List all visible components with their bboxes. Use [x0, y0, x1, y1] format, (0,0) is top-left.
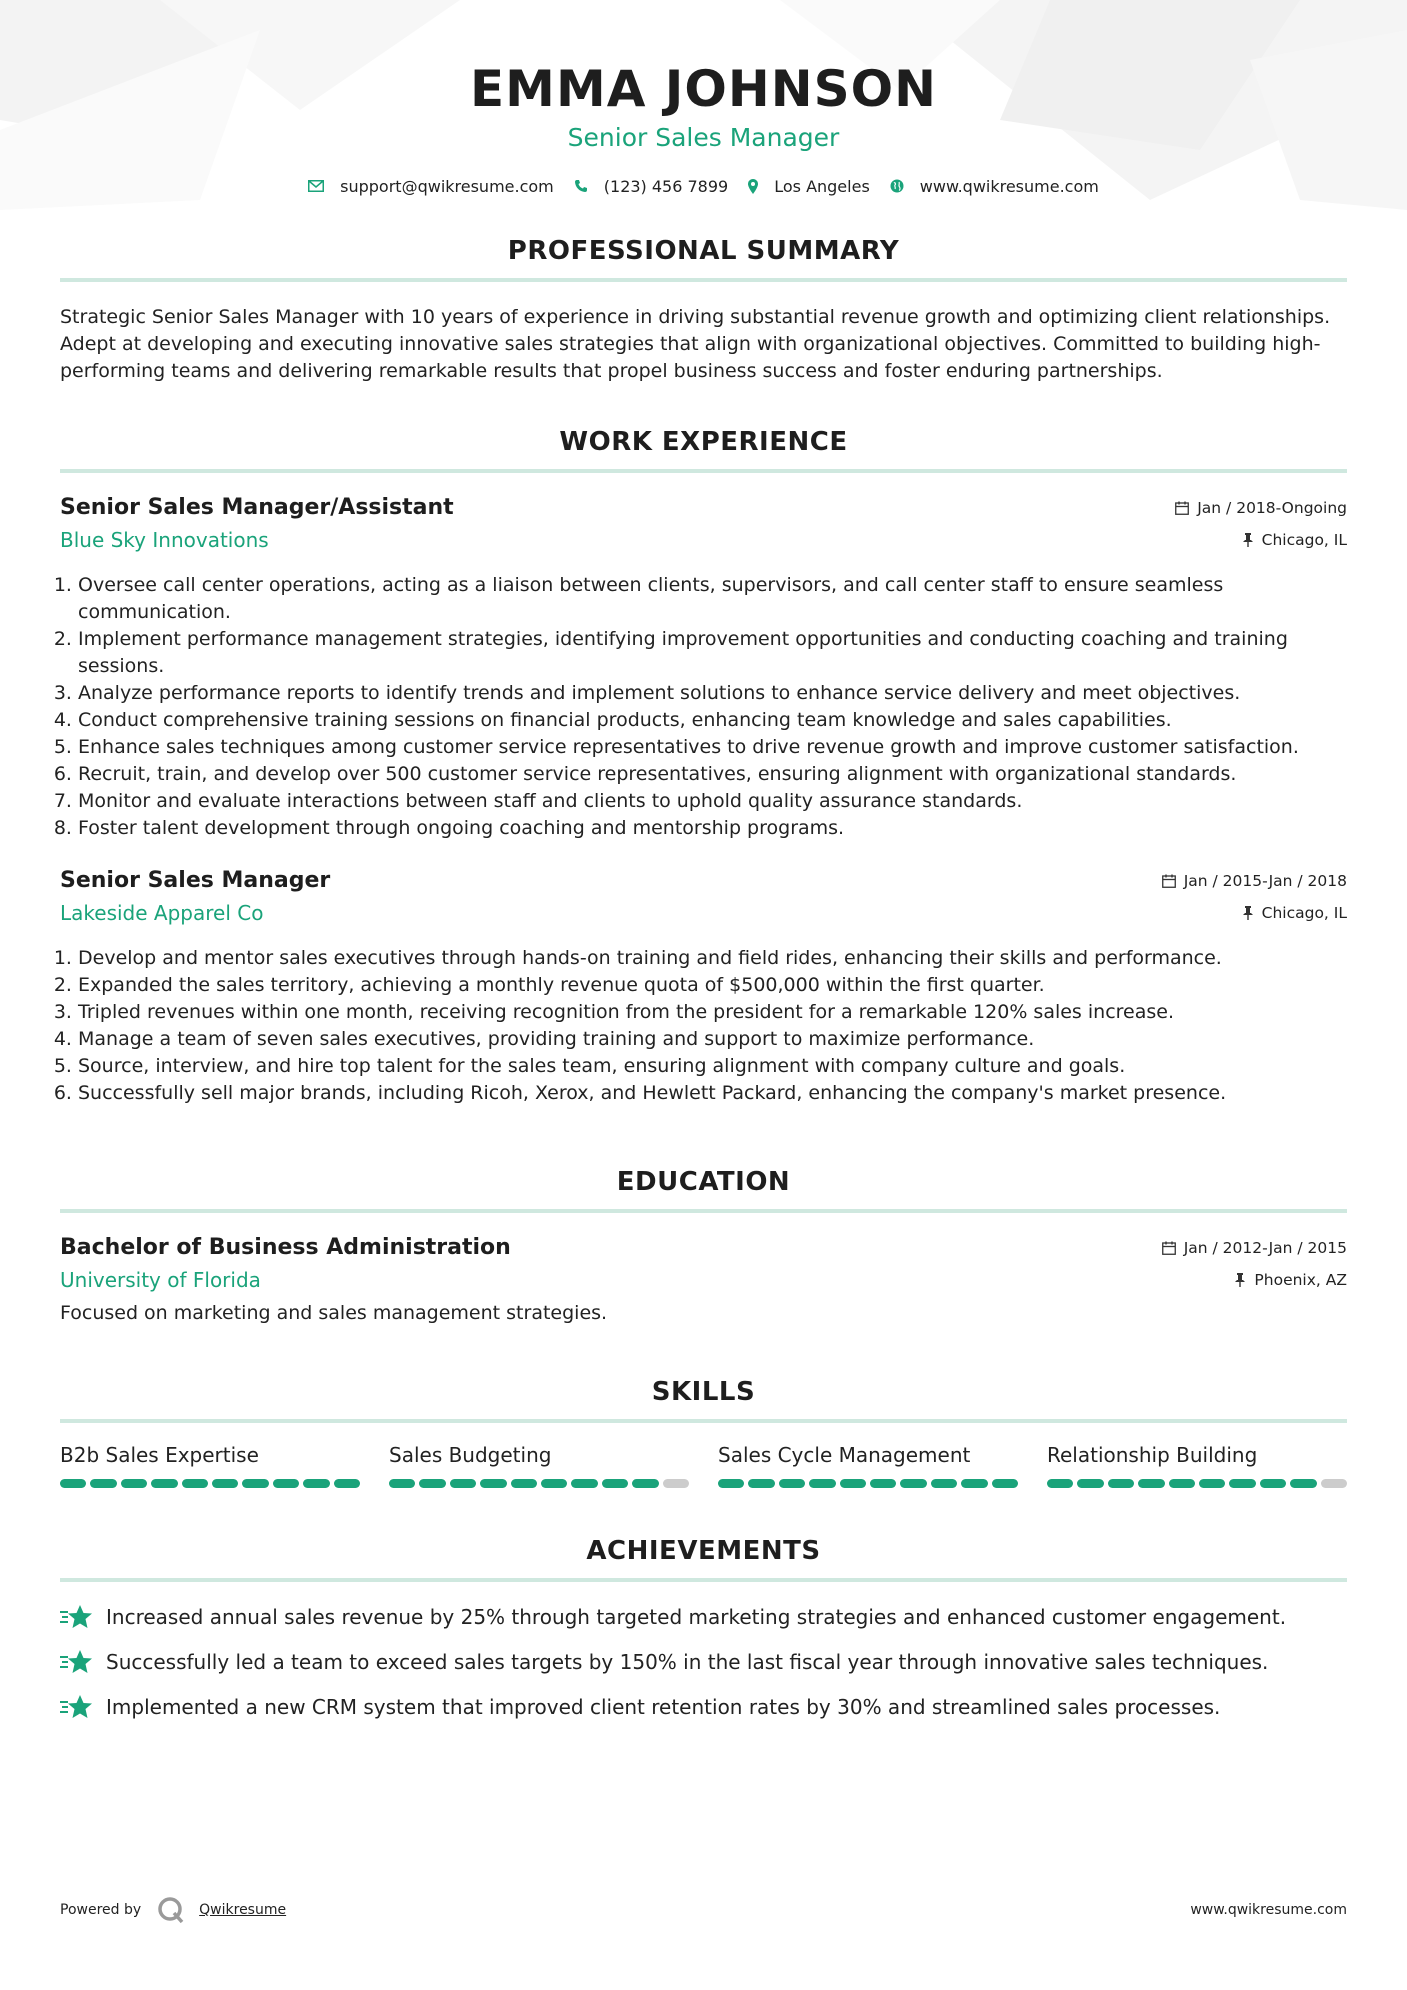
education-description: Focused on marketing and sales management strategies.: [60, 1302, 608, 1324]
list-item: 2. Expanded the sales territory, achieving a monthly revenue quota of $500,000 within the first quarter.: [78, 972, 1347, 999]
phone-icon: [574, 179, 588, 193]
email-text: support@qwikresume.com: [340, 176, 554, 196]
achievements-heading: ACHIEVEMENTS: [586, 1536, 821, 1566]
achievement-item: [60, 1594, 1347, 1639]
contact-location: [748, 177, 870, 196]
rating-dot-filled: [961, 1479, 987, 1488]
education-dates: Jan / 2012-Jan / 2015: [1183, 1239, 1347, 1257]
section-divider: [60, 469, 1347, 473]
company-name: Blue Sky Innovations: [60, 528, 269, 552]
list-item: 6. Recruit, train, and develop over 500 customer service representatives, ensuring alignment with organizational standards.: [78, 761, 1347, 788]
job-location: Chicago, IL: [1261, 904, 1347, 922]
summary-section: [60, 236, 1347, 385]
skills-heading: SKILLS: [651, 1377, 756, 1407]
rating-dot-filled: [1047, 1479, 1073, 1488]
achievements-section: [60, 1536, 1347, 1729]
skill-rating: [389, 1479, 689, 1488]
rating-dot-filled: [632, 1479, 658, 1488]
section-divider: [60, 1419, 1347, 1423]
summary-text: Strategic Senior Sales Manager with 10 years of experience in driving substantial revenue growth and optimizing client relationships. Adept at developing and executing innovative sales strategies that align with organizational objectives. Committed to building high-performing teams and delivering remarkable results that propel business success and foster enduring partnerships.: [60, 306, 1331, 382]
list-item: 1. Oversee call center operations, acting as a liaison between clients, supervisors, and call center staff to ensure seamless communication.: [78, 572, 1347, 626]
rating-dot-filled: [419, 1479, 445, 1488]
skill-rating: [1047, 1479, 1347, 1488]
star-badge-icon: [60, 1649, 92, 1675]
phone-text: (123) 456 7899: [603, 176, 729, 196]
achievement-text: Successfully led a team to exceed sales targets by 150% in the last fiscal year through innovative sales techniques.: [106, 1649, 1269, 1674]
job-entry: [60, 495, 1347, 842]
rating-dot-empty: [663, 1479, 689, 1488]
rating-dot-filled: [1077, 1479, 1103, 1488]
footer: [60, 1896, 1347, 1924]
achievement-text: Increased annual sales revenue by 25% through targeted marketing strategies and enhanced customer engagement.: [106, 1604, 1287, 1629]
rating-dot-filled: [541, 1479, 567, 1488]
list-item: 3. Analyze performance reports to identify trends and implement solutions to enhance service delivery and meet objectives.: [78, 680, 1347, 707]
list-item: 4. Conduct comprehensive training sessions on financial products, enhancing team knowledge and sales capabilities.: [78, 707, 1347, 734]
achievement-item: [60, 1684, 1347, 1729]
rating-dot-filled: [1199, 1479, 1225, 1488]
rating-dot-filled: [389, 1479, 415, 1488]
rating-dot-filled: [60, 1479, 86, 1488]
rating-dot-filled: [571, 1479, 597, 1488]
rating-dot-filled: [931, 1479, 957, 1488]
rating-dot-filled: [870, 1479, 896, 1488]
summary-heading: PROFESSIONAL SUMMARY: [507, 236, 900, 266]
pin-icon: [1234, 1273, 1246, 1287]
rating-dot-filled: [900, 1479, 926, 1488]
rating-dot-filled: [992, 1479, 1018, 1488]
website-text: www.qwikresume.com: [919, 176, 1099, 196]
job-dates: Jan / 2018-Ongoing: [1197, 499, 1347, 517]
list-item: 5. Enhance sales techniques among customer service representatives to drive revenue growth and improve customer satisfaction.: [78, 734, 1347, 761]
skill-item: [389, 1443, 689, 1488]
list-item: 6. Successfully sell major brands, including Ricoh, Xerox, and Hewlett Packard, enhancing the company's market presence.: [78, 1080, 1347, 1107]
company-name: Lakeside Apparel Co: [60, 901, 264, 925]
skill-rating: [60, 1479, 360, 1488]
rating-dot-filled: [480, 1479, 506, 1488]
education-location: Phoenix, AZ: [1254, 1271, 1347, 1289]
list-item: 5. Source, interview, and hire top talent for the sales team, ensuring alignment with company culture and goals.: [78, 1053, 1347, 1080]
contact-website[interactable]: [890, 177, 1099, 196]
education-heading: EDUCATION: [616, 1167, 791, 1197]
calendar-icon: [1175, 501, 1189, 515]
star-badge-icon: [60, 1694, 92, 1720]
calendar-icon: [1162, 1241, 1176, 1255]
experience-section: [60, 427, 1347, 1107]
skill-name: Sales Budgeting: [389, 1443, 552, 1467]
job-location: Chicago, IL: [1261, 531, 1347, 549]
rating-dot-filled: [840, 1479, 866, 1488]
job-title: Senior Sales Manager/Assistant: [60, 495, 454, 520]
rating-dot-filled: [1138, 1479, 1164, 1488]
candidate-name: EMMA JOHNSON: [470, 60, 937, 118]
globe-icon: [890, 179, 904, 193]
list-item: 4. Manage a team of seven sales executives, providing training and support to maximize performance.: [78, 1026, 1347, 1053]
rating-dot-filled: [511, 1479, 537, 1488]
rating-dot-empty: [1321, 1479, 1347, 1488]
skills-section: [60, 1377, 1347, 1488]
pin-icon: [1242, 906, 1254, 920]
list-item: 3. Tripled revenues within one month, receiving recognition from the president for a remarkable 120% sales increase.: [78, 999, 1347, 1026]
skill-item: [1047, 1443, 1347, 1488]
calendar-icon: [1162, 874, 1176, 888]
rating-dot-filled: [303, 1479, 329, 1488]
pin-icon: [1242, 533, 1254, 547]
rating-dot-filled: [718, 1479, 744, 1488]
rating-dot-filled: [602, 1479, 628, 1488]
skill-name: Relationship Building: [1047, 1443, 1258, 1467]
rating-dot-filled: [1260, 1479, 1286, 1488]
qwikresume-logo-icon: [157, 1896, 185, 1924]
rating-dot-filled: [151, 1479, 177, 1488]
qwikresume-link[interactable]: Qwikresume: [199, 1902, 287, 1918]
rating-dot-filled: [450, 1479, 476, 1488]
degree-title: Bachelor of Business Administration: [60, 1235, 511, 1260]
job-duties: [60, 572, 1347, 842]
rating-dot-filled: [121, 1479, 147, 1488]
skill-name: B2b Sales Expertise: [60, 1443, 259, 1467]
rating-dot-filled: [242, 1479, 268, 1488]
rating-dot-filled: [748, 1479, 774, 1488]
candidate-title: Senior Sales Manager: [567, 123, 840, 152]
rating-dot-filled: [1290, 1479, 1316, 1488]
skill-item: [718, 1443, 1018, 1488]
rating-dot-filled: [334, 1479, 360, 1488]
achievement-text: Implemented a new CRM system that improved client retention rates by 30% and streamlined sales processes.: [106, 1694, 1221, 1719]
contact-bar: [60, 172, 1347, 200]
powered-by-label: Powered by: [60, 1902, 142, 1918]
job-entry: [60, 868, 1347, 1107]
rating-dot-filled: [779, 1479, 805, 1488]
job-dates: Jan / 2015-Jan / 2018: [1183, 872, 1347, 890]
contact-email[interactable]: [308, 177, 554, 196]
achievement-item: [60, 1639, 1347, 1684]
footer-website[interactable]: www.qwikresume.com: [1190, 1902, 1347, 1918]
experience-heading: WORK EXPERIENCE: [559, 427, 848, 457]
skills-list: [60, 1443, 1347, 1488]
rating-dot-filled: [90, 1479, 116, 1488]
rating-dot-filled: [809, 1479, 835, 1488]
star-badge-icon: [60, 1604, 92, 1630]
list-item: 2. Implement performance management strategies, identifying improvement opportunities and conducting coaching and training sessions.: [78, 626, 1347, 680]
education-section: [60, 1167, 1347, 1327]
rating-dot-filled: [1169, 1479, 1195, 1488]
rating-dot-filled: [1108, 1479, 1134, 1488]
location-text: Los Angeles: [774, 176, 870, 196]
job-title: Senior Sales Manager: [60, 868, 331, 893]
map-marker-icon: [748, 179, 758, 194]
job-duties: [60, 945, 1347, 1107]
list-item: 1. Develop and mentor sales executives through hands-on training and field rides, enhancing their skills and performance.: [78, 945, 1347, 972]
envelope-icon: [308, 180, 324, 192]
section-divider: [60, 1209, 1347, 1213]
section-divider: [60, 1578, 1347, 1582]
skill-rating: [718, 1479, 1018, 1488]
list-item: 8. Foster talent development through ongoing coaching and mentorship programs.: [78, 815, 1347, 842]
contact-phone[interactable]: [574, 177, 728, 196]
school-name: University of Florida: [60, 1268, 261, 1292]
rating-dot-filled: [182, 1479, 208, 1488]
list-item: 7. Monitor and evaluate interactions between staff and clients to uphold quality assurance standards.: [78, 788, 1347, 815]
skill-item: [60, 1443, 360, 1488]
section-divider: [60, 278, 1347, 282]
rating-dot-filled: [273, 1479, 299, 1488]
skill-name: Sales Cycle Management: [718, 1443, 971, 1467]
rating-dot-filled: [212, 1479, 238, 1488]
rating-dot-filled: [1229, 1479, 1255, 1488]
